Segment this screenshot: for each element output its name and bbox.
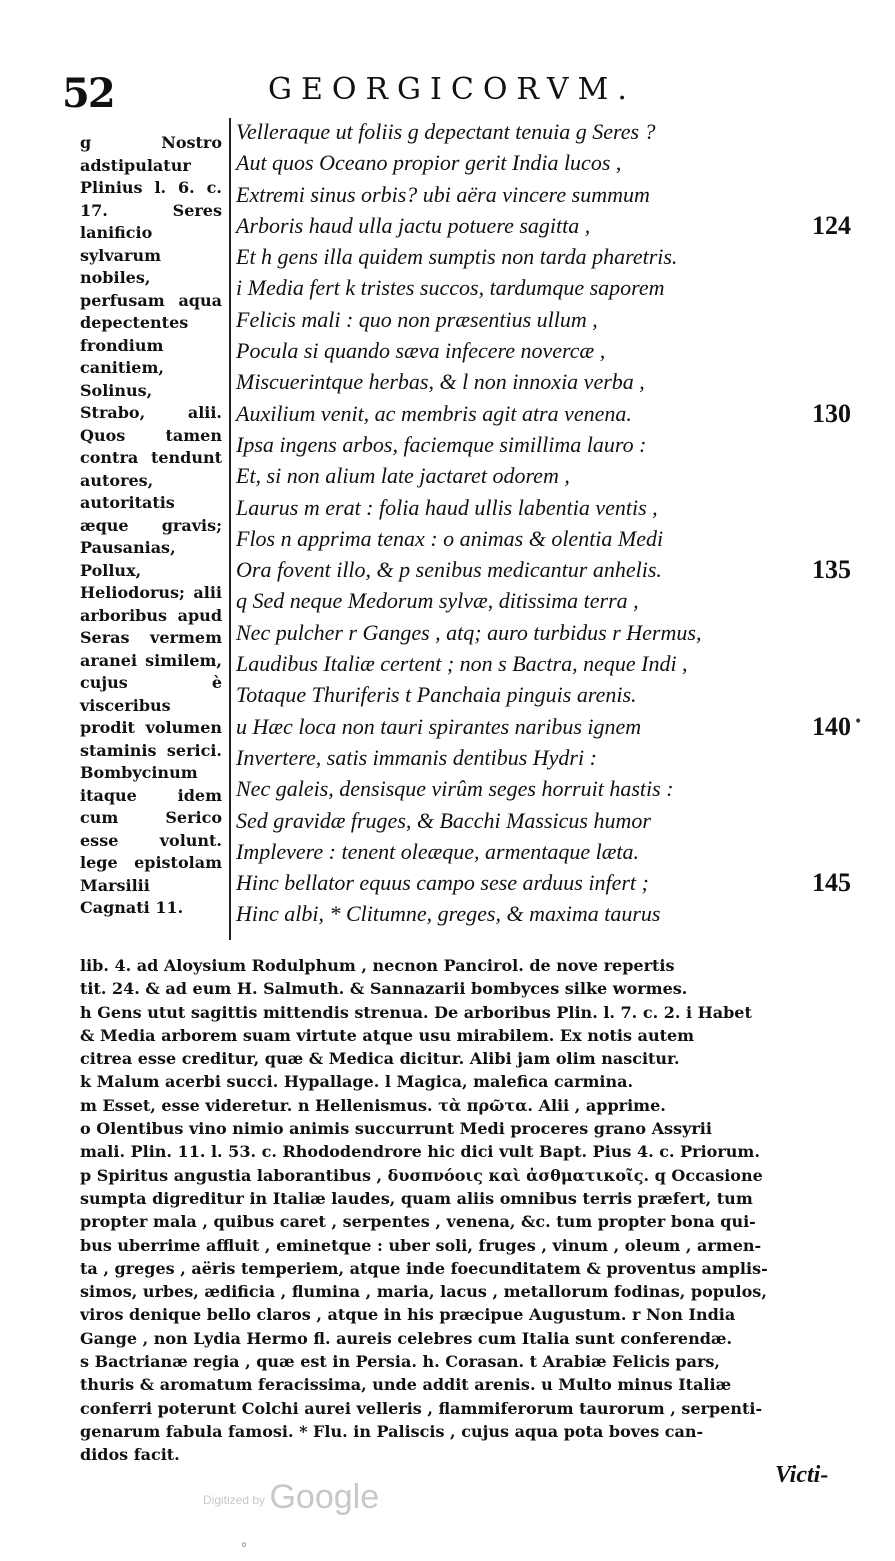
footnote-line: sumpta digreditur in Italiæ laudes, quam aliis omnibus terris præfert, tum bbox=[80, 1188, 753, 1208]
verse-text: Pocula si quando sæva infecere novercæ , bbox=[236, 338, 606, 364]
verse-line bbox=[236, 617, 851, 648]
footnotes bbox=[80, 954, 846, 1467]
verse-text: Extremi sinus orbis? ubi aëra vincere summum bbox=[236, 181, 650, 207]
verse-line bbox=[236, 836, 851, 867]
verse-text: Ora fovent illo, & p senibus medicantur anhelis. bbox=[236, 557, 662, 583]
verse-line bbox=[236, 742, 851, 773]
verse-text: Auxilium venit, ac membris agit atra venena. bbox=[236, 400, 632, 426]
verse-text: Nec pulcher r Ganges , atq; auro turbidus r Hermus, bbox=[236, 619, 702, 645]
verse-line bbox=[236, 398, 851, 429]
verse-line bbox=[236, 585, 851, 616]
footnote-line: o Olentibus vino nimio animis succurrunt Medi proceres grano Assyrii bbox=[80, 1119, 712, 1139]
verse-text: Sed gravidæ fruges, & Bacchi Massicus humor bbox=[236, 807, 651, 833]
footnote-line: thuris & aromatum feracissima, unde addit arenis. u Multo minus Italiæ bbox=[80, 1375, 732, 1395]
footnote-line: conferri poterunt Colchi aurei velleris , flammiferorum taurorum , serpenti- bbox=[80, 1398, 763, 1418]
bottom-mark: ◦ bbox=[240, 1538, 249, 1554]
verse-line bbox=[236, 272, 851, 303]
verse-text: Hinc bellator equus campo sese arduus infert ; bbox=[236, 870, 649, 896]
verse-line bbox=[236, 210, 851, 241]
verse-number: 130 bbox=[812, 398, 851, 428]
verse-text: Flos n apprima tenax : o animas & olentia Medi bbox=[236, 525, 664, 551]
verse-text: Et h gens illa quidem sumptis non tarda pharetris. bbox=[236, 244, 678, 270]
footnote-line: genarum fabula famosi. * Flu. in Paliscis , cujus aqua pota boves can- bbox=[80, 1421, 704, 1441]
verse-line bbox=[236, 648, 851, 679]
verse-text: Aut quos Oceano propior gerit India lucos , bbox=[236, 150, 622, 176]
verse-number: 145 bbox=[812, 868, 851, 898]
verse-text: Implevere : tenent oleæque, armentaque læta. bbox=[236, 838, 640, 864]
verse-line bbox=[236, 805, 851, 836]
margin-note: g Nostro adstipulatur Plinius l. 6. c. 17. Seres lanificio sylvarum nobiles, perfusam aqua depectentes frondium canitiem, Solinus, Strabo, alii. Quos tamen contra tendunt autores, autoritatis æque gravis; Pausanias, Pollux, Heliodorus; alii arboribus apud Seras vermem aranei similem, cujus è visceribus prodit volumen staminis serici. Bombycinum itaque idem cum Serico esse volunt. lege epistolam Marsilii Cagnati 11. bbox=[80, 133, 222, 917]
verse-line bbox=[236, 773, 851, 804]
footnote-line: didos facit. bbox=[80, 1445, 180, 1465]
verse-number: 135 bbox=[812, 555, 851, 585]
verse-text: Hinc albi, * Clitumne, greges, & maxima taurus bbox=[236, 901, 661, 927]
verse-line bbox=[236, 711, 851, 742]
verse-text: Nec galeis, densisque virûm seges horruit hastis : bbox=[236, 776, 674, 802]
verse-text: Velleraque ut foliis g depectant tenuia g Seres ? bbox=[236, 119, 656, 144]
verse-line bbox=[236, 335, 851, 366]
verse-number: 124 bbox=[812, 210, 851, 240]
verse-line bbox=[236, 429, 851, 460]
footnote-line: bus uberrime affluit , eminetque : uber soli, fruges , vinum , oleum , armen- bbox=[80, 1235, 762, 1255]
running-head: GEORGICORVM. bbox=[268, 72, 636, 107]
verse-block bbox=[236, 116, 851, 930]
verse-line bbox=[236, 554, 851, 585]
verse-line bbox=[236, 679, 851, 710]
verse-line bbox=[236, 147, 851, 178]
footnote-line: s Bactrianæ regia , quæ est in Persia. h. Corasan. t Arabiæ Felicis pars, bbox=[80, 1352, 720, 1372]
footnote-line: mali. Plin. 11. l. 53. c. Rhododendrore hic dici vult Bapt. Pius 4. c. Priorum. bbox=[80, 1142, 760, 1162]
watermark-brand: Google bbox=[269, 1478, 380, 1516]
verse-line bbox=[236, 116, 851, 147]
footnote-line: Gange , non Lydia Hermo fl. aureis celebres cum Italia sunt conferendæ. bbox=[80, 1328, 733, 1348]
verse-text: Miscuerintque herbas, & l non innoxia verba , bbox=[236, 369, 645, 395]
verse-number: 140 bbox=[812, 711, 851, 741]
footnote-line: h Gens utut sagittis mittendis strenua. De arboribus Plin. l. 7. c. 2. i Habet bbox=[80, 1002, 752, 1022]
verse-line bbox=[236, 366, 851, 397]
verse-text: u Hæc loca non tauri spirantes naribus ignem bbox=[236, 713, 642, 739]
footnote-line: lib. 4. ad Aloysium Rodulphum , necnon Pancirol. de nove repertis bbox=[80, 956, 675, 975]
margin-mark-dot: • bbox=[854, 714, 863, 730]
watermark-prefix: Digitized by bbox=[203, 1493, 266, 1507]
verse-text: Et, si non alium late jactaret odorem , bbox=[236, 463, 570, 489]
footnote-line: viros denique bello claros , atque in his præcipue Augustum. r Non India bbox=[80, 1305, 736, 1325]
verse-text: Arboris haud ulla jactu potuere sagitta , bbox=[236, 212, 591, 238]
column-rule bbox=[229, 118, 231, 940]
verse-text: Invertere, satis immanis dentibus Hydri : bbox=[236, 744, 597, 770]
footnote-line: & Media arborem suam virtute atque usu mirabilem. Ex notis autem bbox=[80, 1025, 695, 1045]
footnote-line: simos, urbes, ædificia , flumina , maria, lacus , metallorum fodinas, populos, bbox=[80, 1282, 767, 1302]
digitization-watermark bbox=[203, 1478, 379, 1517]
footnote-line: citrea esse creditur, quæ & Medica dicitur. Alibi jam olim nascitur. bbox=[80, 1049, 680, 1069]
verse-line bbox=[236, 460, 851, 491]
verse-line bbox=[236, 492, 851, 523]
footnote-line: k Malum acerbi succi. Hypallage. l Magica, malefica carmina. bbox=[80, 1072, 634, 1092]
page-number: 52 bbox=[62, 70, 114, 117]
verse-text: Totaque Thuriferis t Panchaia pinguis arenis. bbox=[236, 682, 637, 708]
verse-text: i Media fert k tristes succos, tardumque saporem bbox=[236, 275, 665, 301]
verse-text: Felicis mali : quo non præsentius ullum , bbox=[236, 306, 598, 332]
verse-text: q Sed neque Medorum sylvæ, ditissima terra , bbox=[236, 588, 639, 614]
footnote-line: m Esset, esse videretur. n Hellenismus. τὰ πρῶτα. Alii , apprime. bbox=[80, 1095, 666, 1115]
catchword: Victi- bbox=[775, 1462, 829, 1488]
verse-line bbox=[236, 304, 851, 335]
verse-line bbox=[236, 241, 851, 272]
verse-line bbox=[236, 179, 851, 210]
footnote-line: p Spiritus angustia laborantibus , δυσπνόοις καὶ ἀσθματικοῖς. q Occasione bbox=[80, 1165, 763, 1185]
verse-text: Laudibus Italiæ certent ; non s Bactra, neque Indi , bbox=[236, 651, 688, 677]
footnote-line: ta , greges , aëris temperiem, atque inde foecunditatem & proventus amplis- bbox=[80, 1258, 768, 1278]
verse-line bbox=[236, 867, 851, 898]
footnote-line: tit. 24. & ad eum H. Salmuth. & Sannazarii bombyces silke wormes. bbox=[80, 979, 688, 999]
verse-line bbox=[236, 898, 851, 929]
footnote-line: propter mala , quibus caret , serpentes , venena, &c. tum propter bona qui- bbox=[80, 1212, 756, 1232]
verse-line bbox=[236, 523, 851, 554]
verse-text: Laurus m erat : folia haud ullis labentia ventis , bbox=[236, 494, 658, 520]
verse-text: Ipsa ingens arbos, faciemque simillima lauro : bbox=[236, 431, 647, 457]
